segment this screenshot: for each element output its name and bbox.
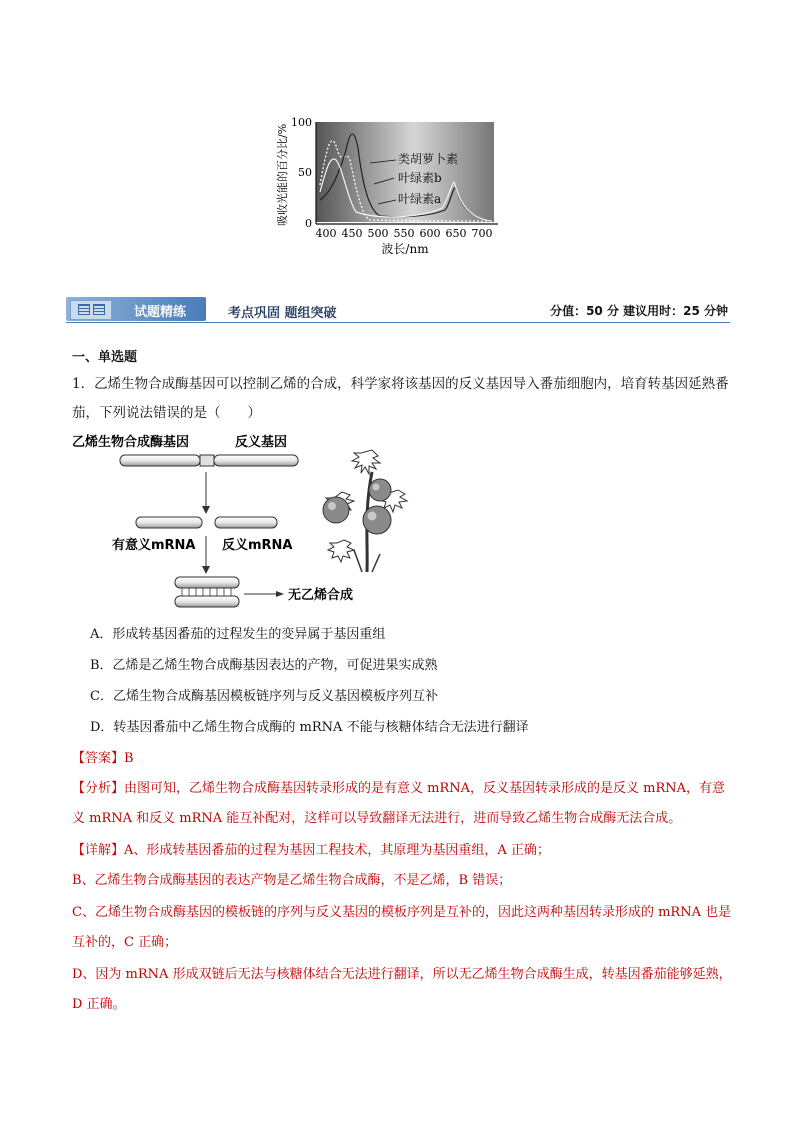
- option-b[interactable]: B．乙烯是乙烯生物合成酶基因表达的产物，可促进果实成熟: [90, 658, 438, 673]
- banner-subtitle: 考点巩固 题组突破: [228, 306, 337, 321]
- analysis-text: 由图可知，乙烯生物合成酶基因转录形成的是有意义 mRNA，反义基因转录形成的是反义 mRNA，有意义 mRNA 和反义 mRNA 能互补配对，这样可以导致翻译无法进行，进而导致乙烯生物合成酶无法合成。: [72, 781, 726, 826]
- tomato-plant-icon: [323, 450, 407, 572]
- banner-divider: [66, 322, 730, 323]
- gene-label: 乙烯生物合成酶基因: [72, 435, 190, 450]
- gene-diagram: [72, 432, 412, 617]
- book-icon: [70, 300, 112, 320]
- antisense-mrna-strand: [215, 517, 277, 528]
- detail-block: [72, 836, 736, 866]
- section-heading: 一、单选题: [72, 350, 138, 365]
- gene-diagram-svg: [72, 432, 412, 617]
- x-tick-600: 600: [419, 227, 441, 240]
- option-d[interactable]: D．转基因番茄中乙烯生物合成酶的 mRNA 不能与核糖体结合无法进行翻译: [90, 720, 529, 735]
- answer-line: [72, 744, 736, 774]
- y-tick-100: 100: [291, 116, 312, 129]
- x-tick-400: 400: [315, 227, 337, 240]
- antisense-mrna-label: 反义mRNA: [222, 538, 293, 553]
- sense-mrna-strand: [136, 517, 202, 528]
- gene-junction: [200, 455, 214, 466]
- result-label: 无乙烯合成: [288, 588, 354, 603]
- absorption-chart-svg: [270, 100, 510, 260]
- banner-label: 试题精练: [134, 305, 187, 320]
- section-banner: [66, 297, 730, 325]
- detail-a: A、形成转基因番茄的过程为基因工程技术，其原理为基因重组，A 正确；: [124, 843, 550, 858]
- gene-segment-right: [214, 455, 298, 466]
- duplex-strand-top: [175, 577, 239, 588]
- answer-value: B: [124, 751, 134, 766]
- x-tick-550: 550: [393, 227, 415, 240]
- detail-tag: 【详解】: [72, 843, 125, 858]
- gene-segment-left: [120, 455, 200, 466]
- detail-c: C、乙烯生物合成酶基因的模板链的序列与反义基因的模板序列是互补的，因此这两种基因转录形成的 mRNA 也是互补的，C 正确；: [72, 905, 732, 950]
- detail-d: D、因为 mRNA 形成双链后无法与核糖体结合无法进行翻译，所以无乙烯生物合成酶生成，转基因番茄能够延熟，D 正确。: [72, 967, 732, 1012]
- absorption-chart: [270, 100, 510, 260]
- x-tick-500: 500: [367, 227, 389, 240]
- x-tick-650: 650: [445, 227, 467, 240]
- detail-b: B、乙烯生物合成酶基因的表达产物是乙烯生物合成酶，不是乙烯，B 错误；: [72, 873, 512, 888]
- analysis-block: [72, 774, 736, 834]
- banner-meta: 分值：50 分 建议用时：25 分钟: [550, 304, 728, 318]
- y-tick-50: 50: [298, 166, 312, 179]
- legend-chlorophyll-b: 叶绿素b: [398, 171, 442, 185]
- banner-bar: [66, 297, 206, 321]
- y-axis-label: 吸收光能的百分比/%: [276, 123, 289, 226]
- duplex-strand-bottom: [175, 596, 239, 607]
- question-stem: 1．乙烯生物合成酶基因可以控制乙烯的合成，科学家将该基因的反义基因导入番茄细胞内，培育转基因延熟番茄，下列说法错误的是（ ）: [72, 376, 729, 421]
- answer-tag: 【答案】: [72, 751, 125, 766]
- y-tick-0: 0: [305, 217, 312, 230]
- x-axis-label: 波长/nm: [381, 242, 429, 256]
- antisense-gene-label: 反义基因: [235, 435, 288, 450]
- base-pairs: [182, 588, 231, 596]
- x-tick-450: 450: [341, 227, 363, 240]
- option-a[interactable]: A．形成转基因番茄的过程发生的变异属于基因重组: [90, 627, 386, 642]
- x-tick-700: 700: [471, 227, 493, 240]
- legend-chlorophyll-a: 叶绿素a: [398, 192, 442, 206]
- legend-carotenoid: 类胡萝卜素: [398, 152, 459, 166]
- option-c[interactable]: C．乙烯生物合成酶基因模板链序列与反义基因模板序列互补: [90, 689, 438, 704]
- analysis-tag: 【分析】: [72, 781, 125, 796]
- sense-mrna-label: 有意义mRNA: [112, 538, 196, 553]
